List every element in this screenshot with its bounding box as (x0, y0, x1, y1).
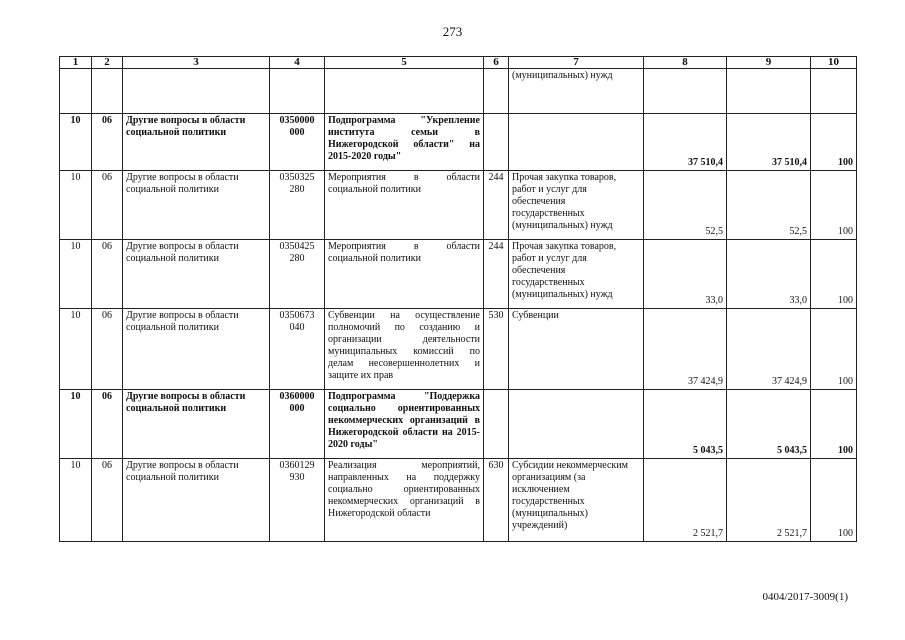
section-code-cell: 10 (60, 459, 92, 542)
subsection-code-cell: 06 (92, 309, 123, 390)
target-name-cell: Мероприятия в области социальной политики (325, 171, 484, 240)
expense-type-code-cell (484, 114, 509, 171)
planned-amount-cell: 37 424,9 (644, 309, 727, 390)
actual-amount-cell: 33,0 (727, 240, 811, 309)
expense-type-name-cell: Субвенции (509, 309, 644, 390)
expense-type-name-cell: Прочая закупка товаров, работ и услуг для обеспечения государственных (муниципальных) нужд (509, 171, 644, 240)
percent-cell: 100 (811, 390, 857, 459)
section-code-cell: 10 (60, 171, 92, 240)
percent-cell: 100 (811, 171, 857, 240)
expense-type-code-cell: 530 (484, 309, 509, 390)
section-code-cell: 10 (60, 390, 92, 459)
target-code-cell: 0350325 280 (270, 171, 325, 240)
expense-type-code-cell: 244 (484, 240, 509, 309)
section-name-cell: Другие вопросы в области социальной политики (123, 390, 270, 459)
section-code-cell (60, 69, 92, 114)
actual-amount-cell: 37 510,4 (727, 114, 811, 171)
percent-cell: 100 (811, 459, 857, 542)
table-row (60, 69, 857, 114)
target-name-cell: Реализация мероприятий, направленных на поддержку социально ориентированных некоммерческих организаций в Нижегородской области (325, 459, 484, 542)
page-number: 273 (442, 24, 463, 39)
table-row (60, 240, 857, 309)
document-number: 0404/2017-3009(1) (762, 591, 848, 603)
column-header: 6 (484, 57, 509, 69)
planned-amount-cell: 52,5 (644, 171, 727, 240)
expense-type-name-cell: Субсидии некоммерческим организациям (за исключением государственных (муниципальных) учреждений) (509, 459, 644, 542)
section-name-cell: Другие вопросы в области социальной политики (123, 114, 270, 171)
expense-type-name-cell (509, 114, 644, 171)
planned-amount-cell: 5 043,5 (644, 390, 727, 459)
planned-amount-cell: 2 521,7 (644, 459, 727, 542)
section-code-cell: 10 (60, 114, 92, 171)
section-name-cell: Другие вопросы в области социальной политики (123, 459, 270, 542)
table-row (60, 459, 857, 542)
section-code-cell: 10 (60, 240, 92, 309)
subsection-code-cell: 06 (92, 171, 123, 240)
target-code-cell: 0350673 040 (270, 309, 325, 390)
header-row (60, 57, 857, 69)
table-row (60, 390, 857, 459)
target-name-cell: Подпрограмма "Поддержка социально ориентированных некоммерческих организаций в Нижегородской области на 2015-2020 годы" (325, 390, 484, 459)
actual-amount-cell: 2 521,7 (727, 459, 811, 542)
target-name-cell: Подпрограмма "Укрепление института семьи в Нижегородской области" на 2015-2020 годы" (325, 114, 484, 171)
target-code-cell: 0350000 000 (270, 114, 325, 171)
percent-cell (811, 69, 857, 114)
expense-type-code-cell: 630 (484, 459, 509, 542)
column-header: 8 (644, 57, 727, 69)
target-code-cell: 0360129 930 (270, 459, 325, 542)
actual-amount-cell: 5 043,5 (727, 390, 811, 459)
subsection-code-cell: 06 (92, 390, 123, 459)
percent-cell: 100 (811, 309, 857, 390)
section-name-cell: Другие вопросы в области социальной политики (123, 309, 270, 390)
expense-type-name-cell: Прочая закупка товаров, работ и услуг для обеспечения государственных (муниципальных) нужд (509, 240, 644, 309)
column-header: 3 (123, 57, 270, 69)
section-name-cell: Другие вопросы в области социальной политики (123, 240, 270, 309)
expense-type-code-cell (484, 390, 509, 459)
column-header: 2 (92, 57, 123, 69)
column-header: 1 (60, 57, 92, 69)
table-row (60, 114, 857, 171)
planned-amount-cell (644, 69, 727, 114)
section-name-cell: Другие вопросы в области социальной политики (123, 171, 270, 240)
expense-type-name-cell (509, 390, 644, 459)
target-code-cell: 0360000 000 (270, 390, 325, 459)
subsection-code-cell: 06 (92, 459, 123, 542)
expense-type-name-cell: (муниципальных) нужд (509, 69, 644, 114)
target-name-cell (325, 69, 484, 114)
target-name-cell: Субвенции на осуществление полномочий по созданию и организации деятельности муниципальных комиссий по делам несовершеннолетних и защите их прав (325, 309, 484, 390)
column-header: 10 (811, 57, 857, 69)
subsection-code-cell: 06 (92, 240, 123, 309)
subsection-code-cell (92, 69, 123, 114)
section-name-cell (123, 69, 270, 114)
actual-amount-cell (727, 69, 811, 114)
percent-cell: 100 (811, 114, 857, 171)
target-code-cell: 0350425 280 (270, 240, 325, 309)
column-header: 9 (727, 57, 811, 69)
percent-cell: 100 (811, 240, 857, 309)
table-row (60, 171, 857, 240)
expense-type-code-cell: 244 (484, 171, 509, 240)
column-header: 5 (325, 57, 484, 69)
planned-amount-cell: 37 510,4 (644, 114, 727, 171)
target-name-cell: Мероприятия в области социальной политики (325, 240, 484, 309)
subsection-code-cell: 06 (92, 114, 123, 171)
actual-amount-cell: 52,5 (727, 171, 811, 240)
actual-amount-cell: 37 424,9 (727, 309, 811, 390)
column-header: 7 (509, 57, 644, 69)
planned-amount-cell: 33,0 (644, 240, 727, 309)
expense-type-code-cell (484, 69, 509, 114)
table-row (60, 309, 857, 390)
budget-table (59, 56, 857, 542)
target-code-cell (270, 69, 325, 114)
column-header: 4 (270, 57, 325, 69)
section-code-cell: 10 (60, 309, 92, 390)
